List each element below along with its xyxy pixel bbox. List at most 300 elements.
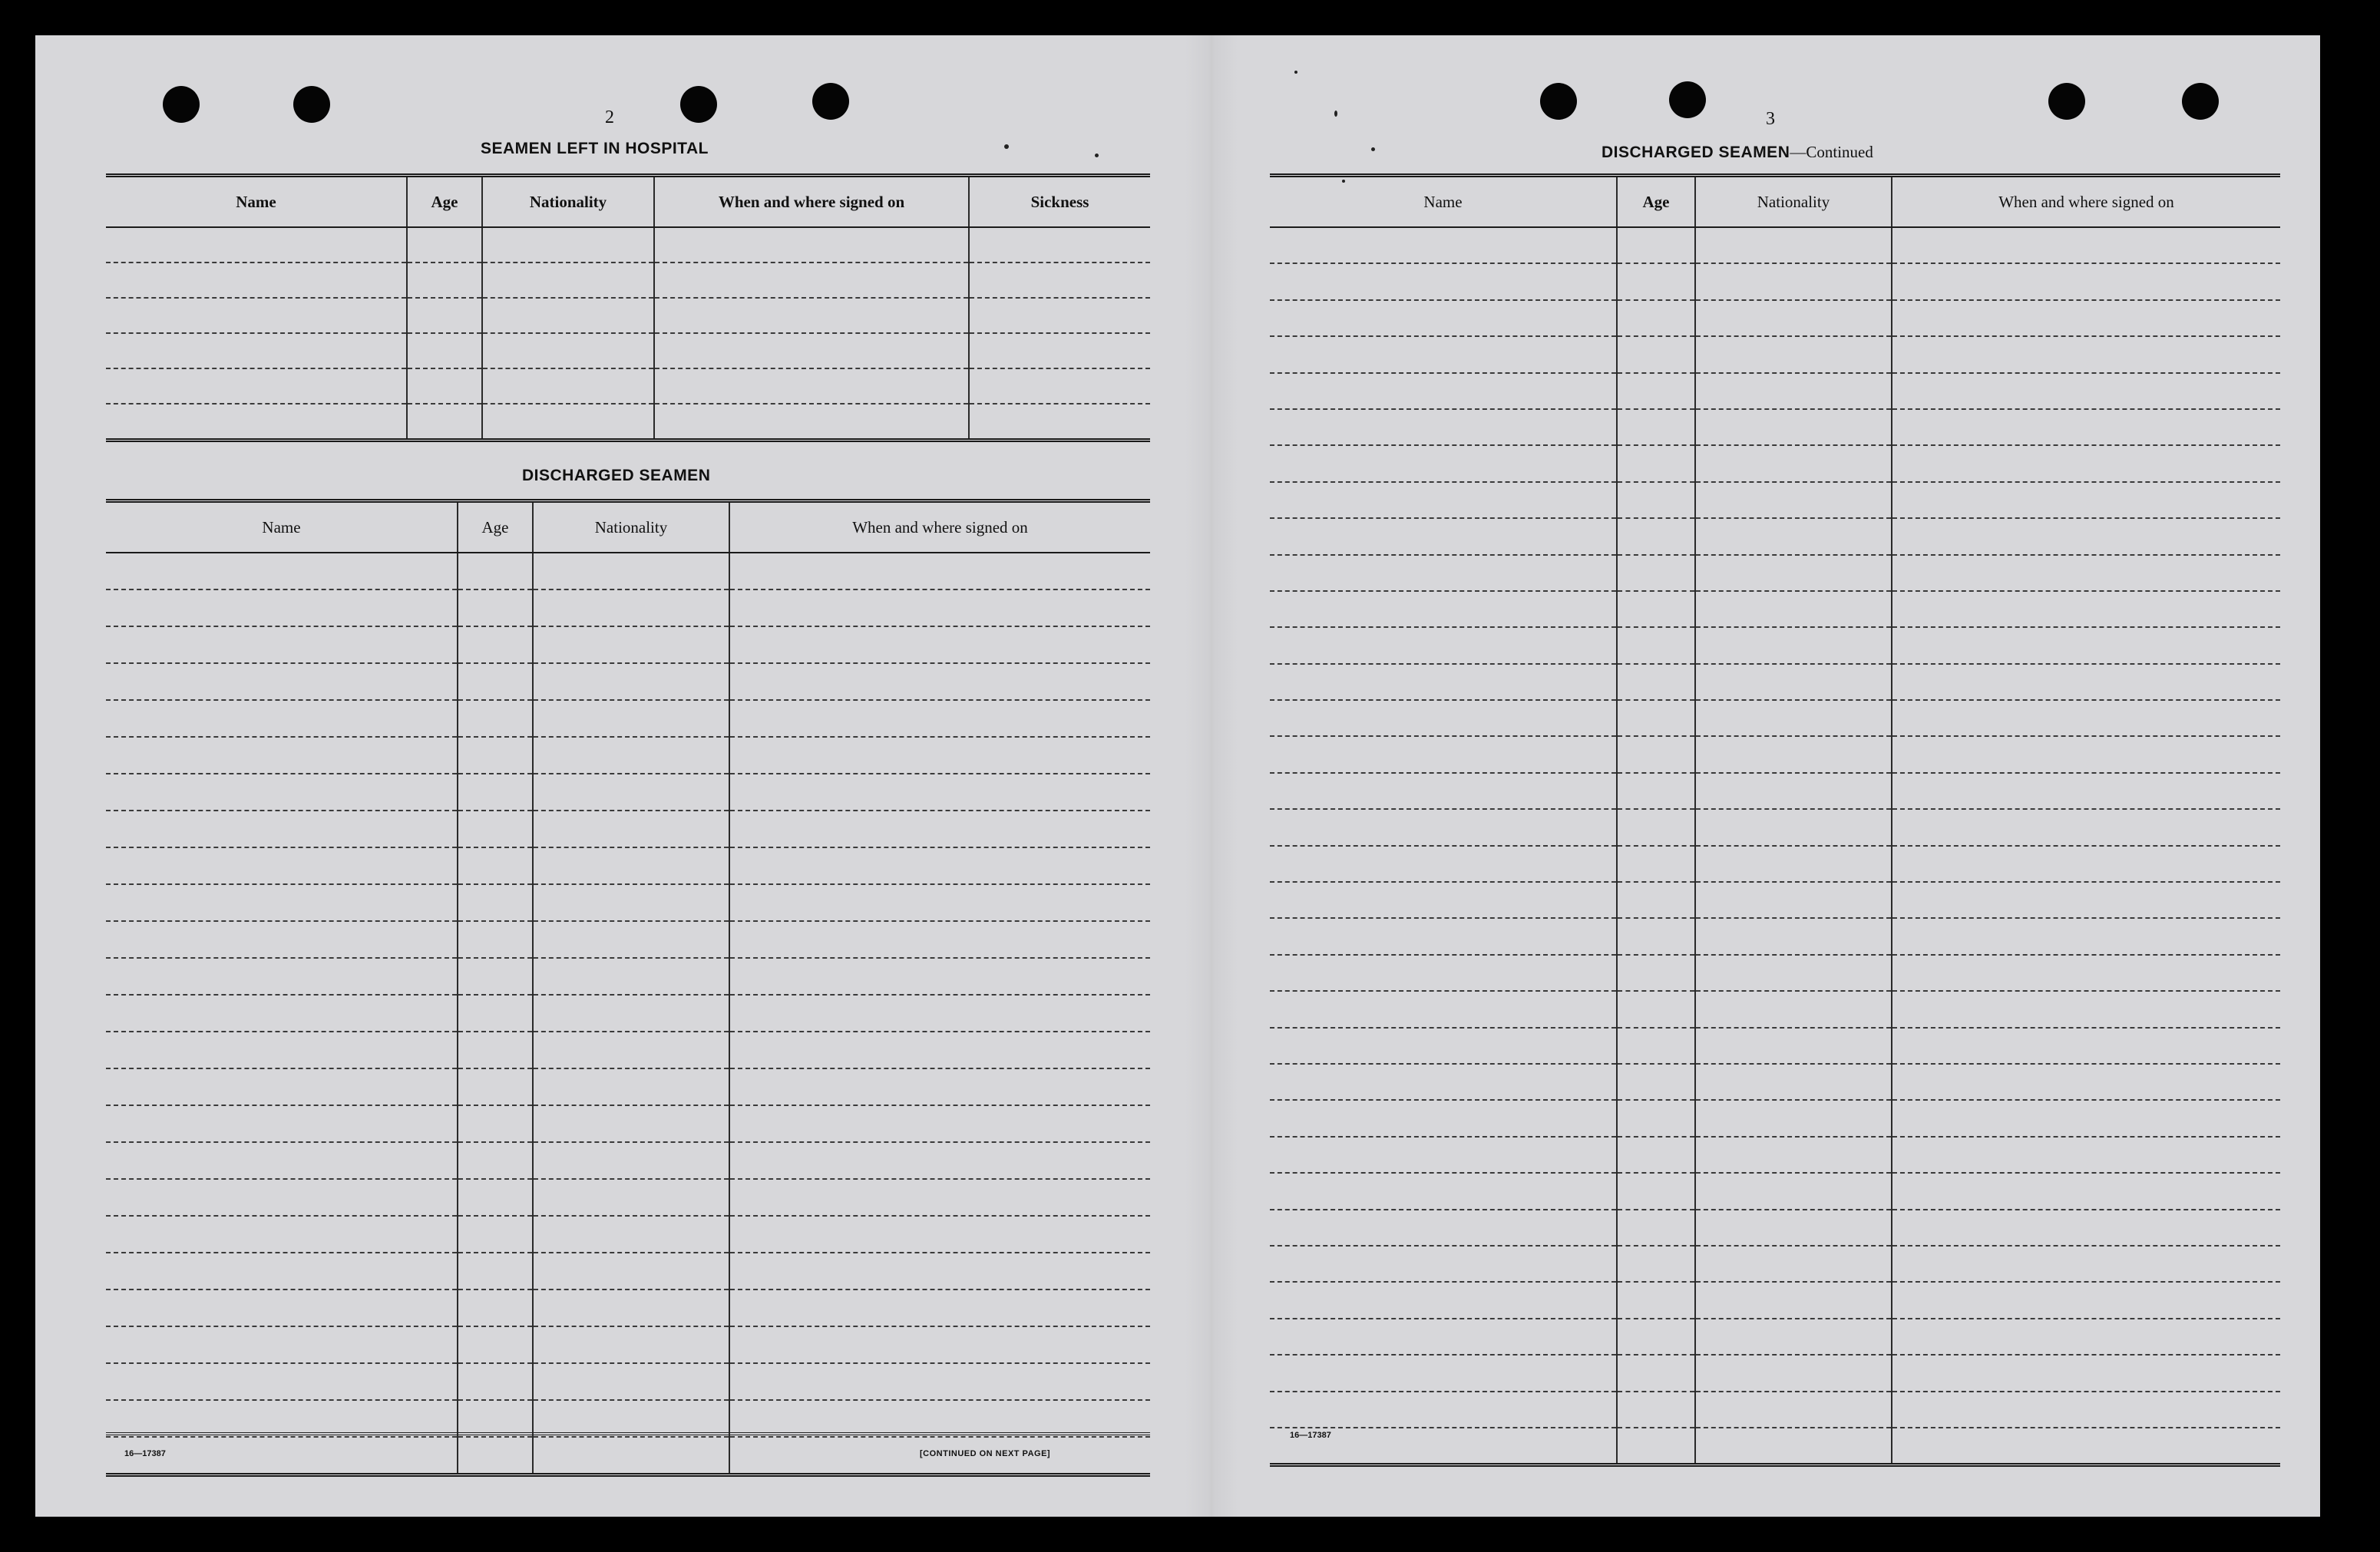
blank-cell[interactable]: [1892, 263, 2280, 299]
blank-cell[interactable]: [1695, 263, 1892, 299]
blank-cell[interactable]: [1270, 336, 1617, 372]
blank-cell[interactable]: [1617, 846, 1695, 882]
blank-cell[interactable]: [106, 737, 458, 774]
blank-cell[interactable]: [1270, 1100, 1617, 1136]
blank-cell[interactable]: [1892, 1173, 2280, 1209]
table-row: [106, 263, 1150, 298]
blank-cell[interactable]: [1892, 918, 2280, 954]
blank-cell[interactable]: [1695, 809, 1892, 845]
blank-cell[interactable]: [1892, 991, 2280, 1027]
blank-cell[interactable]: [1892, 1246, 2280, 1282]
blank-cell[interactable]: [533, 663, 729, 700]
blank-cell[interactable]: [729, 774, 1150, 811]
blank-cell[interactable]: [1695, 664, 1892, 700]
blank-cell[interactable]: [533, 1289, 729, 1326]
blank-cell[interactable]: [1695, 555, 1892, 591]
blank-cell[interactable]: [106, 663, 458, 700]
blank-cell[interactable]: [969, 333, 1150, 368]
blank-cell[interactable]: [654, 298, 969, 333]
blank-cell[interactable]: [1617, 955, 1695, 991]
blank-cell[interactable]: [106, 1253, 458, 1289]
blank-cell[interactable]: [106, 368, 407, 404]
table-row: [1270, 445, 2280, 481]
blank-cell[interactable]: [654, 333, 969, 368]
blank-cell[interactable]: [1695, 1319, 1892, 1355]
blank-cell[interactable]: [458, 1142, 533, 1179]
blank-cell[interactable]: [1617, 809, 1695, 845]
blank-cell[interactable]: [106, 553, 458, 589]
column-header-name: Name: [106, 501, 458, 553]
blank-cell[interactable]: [1617, 664, 1695, 700]
blank-cell[interactable]: [1617, 518, 1695, 554]
blank-cell[interactable]: [1695, 1028, 1892, 1064]
blank-cell[interactable]: [969, 227, 1150, 263]
blank-cell[interactable]: [458, 1105, 533, 1142]
blank-cell[interactable]: [1270, 518, 1617, 554]
blank-cell[interactable]: [1695, 1064, 1892, 1100]
blank-cell[interactable]: [1695, 955, 1892, 991]
blank-cell[interactable]: [1695, 409, 1892, 445]
punch-hole: [2048, 83, 2085, 120]
table-row: [1270, 1100, 2280, 1136]
table-row: [1270, 991, 2280, 1027]
blank-cell[interactable]: [1617, 1064, 1695, 1100]
blank-cell[interactable]: [969, 298, 1150, 333]
blank-cell[interactable]: [729, 1216, 1150, 1253]
blank-cell[interactable]: [729, 553, 1150, 589]
column-header-nationality: Nationality: [533, 501, 729, 553]
blank-cell[interactable]: [1695, 700, 1892, 736]
blank-cell[interactable]: [458, 1326, 533, 1363]
blank-cell[interactable]: [533, 553, 729, 589]
blank-cell[interactable]: [533, 1032, 729, 1068]
blank-cell[interactable]: [1270, 882, 1617, 918]
blank-cell[interactable]: [1617, 1028, 1695, 1064]
blank-cell[interactable]: [106, 700, 458, 737]
blank-cell[interactable]: [1617, 263, 1695, 299]
blank-cell[interactable]: [1695, 518, 1892, 554]
blank-cell[interactable]: [1270, 555, 1617, 591]
blank-cell[interactable]: [407, 368, 482, 404]
blank-cell[interactable]: [106, 1326, 458, 1363]
blank-cell[interactable]: [458, 1253, 533, 1289]
blank-cell[interactable]: [654, 227, 969, 263]
blank-cell[interactable]: [1892, 555, 2280, 591]
table-row: [106, 1068, 1150, 1105]
blank-cell[interactable]: [458, 663, 533, 700]
blank-cell[interactable]: [1695, 991, 1892, 1027]
blank-cell[interactable]: [1617, 1392, 1695, 1428]
blank-cell[interactable]: [1617, 882, 1695, 918]
blank-cell[interactable]: [1617, 300, 1695, 336]
blank-cell[interactable]: [1892, 1100, 2280, 1136]
blank-cell[interactable]: [729, 737, 1150, 774]
blank-cell[interactable]: [1892, 373, 2280, 409]
blank-cell[interactable]: [458, 589, 533, 626]
blank-cell[interactable]: [1892, 1428, 2280, 1465]
blank-cell[interactable]: [533, 1216, 729, 1253]
blank-cell[interactable]: [533, 1437, 729, 1475]
blank-cell[interactable]: [1617, 627, 1695, 663]
blank-cell[interactable]: [1892, 664, 2280, 700]
blank-cell[interactable]: [729, 811, 1150, 847]
blank-cell[interactable]: [106, 921, 458, 958]
blank-cell[interactable]: [482, 227, 654, 263]
blank-cell[interactable]: [458, 847, 533, 884]
blank-cell[interactable]: [533, 1363, 729, 1400]
blank-cell[interactable]: [106, 1363, 458, 1400]
blank-cell[interactable]: [106, 1216, 458, 1253]
table-row: [106, 626, 1150, 663]
blank-cell[interactable]: [458, 626, 533, 663]
blank-cell[interactable]: [1270, 1028, 1617, 1064]
blank-cell[interactable]: [1892, 336, 2280, 372]
blank-cell[interactable]: [482, 368, 654, 404]
blank-cell[interactable]: [482, 333, 654, 368]
blank-cell[interactable]: [407, 263, 482, 298]
blank-cell[interactable]: [729, 1142, 1150, 1179]
blank-cell[interactable]: [729, 1068, 1150, 1105]
blank-cell[interactable]: [1270, 1064, 1617, 1100]
blank-cell[interactable]: [458, 1032, 533, 1068]
blank-cell[interactable]: [533, 995, 729, 1032]
blank-cell[interactable]: [106, 1400, 458, 1437]
blank-cell[interactable]: [106, 1105, 458, 1142]
blank-cell[interactable]: [482, 263, 654, 298]
blank-cell[interactable]: [533, 811, 729, 847]
blank-cell[interactable]: [106, 626, 458, 663]
blank-cell[interactable]: [1695, 1282, 1892, 1318]
blank-cell[interactable]: [1617, 1355, 1695, 1391]
blank-cell[interactable]: [1617, 736, 1695, 772]
blank-cell[interactable]: [729, 921, 1150, 958]
blank-cell[interactable]: [1617, 991, 1695, 1027]
blank-cell[interactable]: [533, 921, 729, 958]
blank-cell[interactable]: [1617, 373, 1695, 409]
blank-cell[interactable]: [458, 700, 533, 737]
blank-cell[interactable]: [729, 958, 1150, 995]
blank-cell[interactable]: [106, 774, 458, 811]
blank-cell[interactable]: [1270, 227, 1617, 263]
blank-cell[interactable]: [654, 404, 969, 441]
blank-cell[interactable]: [1892, 591, 2280, 627]
blank-cell[interactable]: [969, 368, 1150, 404]
blank-cell[interactable]: [1270, 991, 1617, 1027]
table-row: [106, 404, 1150, 441]
blank-cell[interactable]: [1617, 1282, 1695, 1318]
blank-cell[interactable]: [407, 298, 482, 333]
column-header-sickness: Sickness: [969, 176, 1150, 228]
blank-cell[interactable]: [407, 227, 482, 263]
blank-cell[interactable]: [1270, 591, 1617, 627]
blank-cell[interactable]: [969, 263, 1150, 298]
blank-cell[interactable]: [106, 298, 407, 333]
blank-cell[interactable]: [533, 958, 729, 995]
blank-cell[interactable]: [1617, 773, 1695, 809]
blank-cell[interactable]: [1695, 1210, 1892, 1246]
blank-cell[interactable]: [1695, 482, 1892, 518]
blank-cell[interactable]: [1270, 809, 1617, 845]
blank-cell[interactable]: [1695, 1173, 1892, 1209]
blank-cell[interactable]: [533, 1253, 729, 1289]
blank-cell[interactable]: [106, 958, 458, 995]
blank-cell[interactable]: [729, 663, 1150, 700]
blank-cell[interactable]: [458, 1400, 533, 1437]
blank-cell[interactable]: [729, 1363, 1150, 1400]
blank-cell[interactable]: [1695, 591, 1892, 627]
blank-cell[interactable]: [729, 995, 1150, 1032]
blank-cell[interactable]: [106, 884, 458, 921]
blank-cell[interactable]: [1270, 1210, 1617, 1246]
blank-cell[interactable]: [969, 404, 1150, 441]
blank-cell[interactable]: [1892, 627, 2280, 663]
blank-cell[interactable]: [533, 774, 729, 811]
blank-cell[interactable]: [1270, 1355, 1617, 1391]
table-row: [106, 333, 1150, 368]
column-header-signed-on: When and where signed on: [1892, 176, 2280, 228]
blank-cell[interactable]: [106, 847, 458, 884]
blank-cell[interactable]: [533, 737, 729, 774]
blank-cell[interactable]: [106, 995, 458, 1032]
blank-cell[interactable]: [1270, 664, 1617, 700]
blank-cell[interactable]: [1695, 846, 1892, 882]
form-number: 16—17387: [124, 1449, 166, 1458]
blank-cell[interactable]: [1695, 1355, 1892, 1391]
dust-speck: [1371, 147, 1375, 151]
blank-cell[interactable]: [1892, 700, 2280, 736]
blank-cell[interactable]: [729, 700, 1150, 737]
blank-cell[interactable]: [1617, 918, 1695, 954]
blank-cell[interactable]: [1617, 445, 1695, 481]
blank-cell[interactable]: [1892, 300, 2280, 336]
table-row: [1270, 1064, 2280, 1100]
blank-cell[interactable]: [1270, 955, 1617, 991]
table-row: [106, 921, 1150, 958]
blank-cell[interactable]: [1270, 1282, 1617, 1318]
blank-cell[interactable]: [407, 404, 482, 441]
blank-cell[interactable]: [1695, 227, 1892, 263]
blank-cell[interactable]: [1617, 1137, 1695, 1173]
blank-cell[interactable]: [1270, 409, 1617, 445]
blank-cell[interactable]: [1270, 846, 1617, 882]
blank-cell[interactable]: [1892, 1028, 2280, 1064]
blank-cell[interactable]: [458, 811, 533, 847]
blank-cell[interactable]: [1892, 1210, 2280, 1246]
blank-cell[interactable]: [729, 1400, 1150, 1437]
table-row: [106, 700, 1150, 737]
blank-cell[interactable]: [533, 1105, 729, 1142]
blank-cell[interactable]: [1270, 1319, 1617, 1355]
blank-cell[interactable]: [729, 1289, 1150, 1326]
blank-cell[interactable]: [654, 368, 969, 404]
blank-cell[interactable]: [1270, 918, 1617, 954]
blank-cell[interactable]: [458, 1289, 533, 1326]
blank-cell[interactable]: [1617, 482, 1695, 518]
blank-cell[interactable]: [1892, 227, 2280, 263]
blank-cell[interactable]: [1695, 300, 1892, 336]
blank-cell[interactable]: [1270, 300, 1617, 336]
blank-cell[interactable]: [106, 1068, 458, 1105]
blank-cell[interactable]: [1892, 1392, 2280, 1428]
blank-cell[interactable]: [1892, 518, 2280, 554]
blank-cell[interactable]: [458, 737, 533, 774]
blank-cell[interactable]: [407, 333, 482, 368]
blank-cell[interactable]: [1270, 1137, 1617, 1173]
blank-cell[interactable]: [482, 298, 654, 333]
blank-cell[interactable]: [106, 227, 407, 263]
blank-cell[interactable]: [106, 263, 407, 298]
blank-cell[interactable]: [458, 1068, 533, 1105]
blank-cell[interactable]: [533, 626, 729, 663]
blank-cell[interactable]: [729, 884, 1150, 921]
blank-cell[interactable]: [1695, 1428, 1892, 1465]
table-row: [1270, 1319, 2280, 1355]
blank-cell[interactable]: [1270, 773, 1617, 809]
blank-cell[interactable]: [458, 553, 533, 589]
blank-cell[interactable]: [1892, 1064, 2280, 1100]
table-row: [1270, 1392, 2280, 1428]
table-row: [106, 1179, 1150, 1216]
blank-cell[interactable]: [1892, 409, 2280, 445]
blank-cell[interactable]: [729, 1179, 1150, 1216]
blank-cell[interactable]: [729, 1105, 1150, 1142]
blank-cell[interactable]: [1695, 627, 1892, 663]
blank-cell[interactable]: [1695, 1392, 1892, 1428]
blank-cell[interactable]: [729, 1253, 1150, 1289]
blank-cell[interactable]: [1892, 1282, 2280, 1318]
blank-cell[interactable]: [1695, 773, 1892, 809]
blank-cell[interactable]: [1270, 736, 1617, 772]
blank-cell[interactable]: [729, 589, 1150, 626]
blank-cell[interactable]: [1270, 1246, 1617, 1282]
table-row: [1270, 518, 2280, 554]
blank-cell[interactable]: [1892, 736, 2280, 772]
blank-cell[interactable]: [533, 847, 729, 884]
blank-cell[interactable]: [1695, 336, 1892, 372]
table-row: [106, 1363, 1150, 1400]
blank-cell[interactable]: [1617, 555, 1695, 591]
blank-cell[interactable]: [1270, 482, 1617, 518]
blank-cell[interactable]: [1270, 445, 1617, 481]
blank-cell[interactable]: [1270, 700, 1617, 736]
blank-cell[interactable]: [729, 626, 1150, 663]
dust-speck: [1334, 111, 1337, 117]
blank-cell[interactable]: [1617, 591, 1695, 627]
hospital-section-title: SEAMEN LEFT IN HOSPITAL: [481, 140, 709, 157]
blank-cell[interactable]: [482, 404, 654, 441]
blank-cell[interactable]: [1892, 1319, 2280, 1355]
blank-cell[interactable]: [654, 263, 969, 298]
blank-cell[interactable]: [1617, 1319, 1695, 1355]
blank-cell[interactable]: [458, 1216, 533, 1253]
blank-cell[interactable]: [1892, 955, 2280, 991]
blank-cell[interactable]: [458, 884, 533, 921]
blank-cell[interactable]: [533, 1142, 729, 1179]
column-header-nationality: Nationality: [482, 176, 654, 228]
blank-cell[interactable]: [106, 1032, 458, 1068]
blank-cell[interactable]: [729, 1032, 1150, 1068]
table-row: [1270, 809, 2280, 845]
blank-cell[interactable]: [1892, 1355, 2280, 1391]
blank-cell[interactable]: [1695, 1137, 1892, 1173]
blank-cell[interactable]: [1695, 373, 1892, 409]
blank-cell[interactable]: [1892, 1137, 2280, 1173]
blank-cell[interactable]: [1695, 1100, 1892, 1136]
blank-cell[interactable]: [1270, 627, 1617, 663]
section-title-continued: —Continued: [1790, 143, 1873, 161]
blank-cell[interactable]: [533, 700, 729, 737]
blank-cell[interactable]: [1617, 409, 1695, 445]
blank-cell[interactable]: [458, 774, 533, 811]
blank-cell[interactable]: [1892, 809, 2280, 845]
blank-cell[interactable]: [458, 921, 533, 958]
blank-cell[interactable]: [533, 884, 729, 921]
blank-cell[interactable]: [1892, 482, 2280, 518]
blank-cell[interactable]: [1617, 336, 1695, 372]
blank-cell[interactable]: [729, 847, 1150, 884]
blank-cell[interactable]: [458, 995, 533, 1032]
blank-cell[interactable]: [533, 1179, 729, 1216]
blank-cell[interactable]: [533, 1400, 729, 1437]
blank-cell[interactable]: [1617, 1100, 1695, 1136]
blank-cell[interactable]: [458, 958, 533, 995]
blank-cell[interactable]: [1617, 1246, 1695, 1282]
blank-cell[interactable]: [458, 1179, 533, 1216]
table-row: [106, 1105, 1150, 1142]
blank-cell[interactable]: [1892, 773, 2280, 809]
blank-cell[interactable]: [1617, 1173, 1695, 1209]
blank-cell[interactable]: [1695, 1246, 1892, 1282]
blank-cell[interactable]: [1892, 445, 2280, 481]
blank-cell[interactable]: [1617, 700, 1695, 736]
table-row: [106, 368, 1150, 404]
blank-cell[interactable]: [533, 1326, 729, 1363]
table-row: [1270, 664, 2280, 700]
blank-cell[interactable]: [1270, 373, 1617, 409]
blank-cell[interactable]: [106, 333, 407, 368]
table-row: [1270, 482, 2280, 518]
blank-cell[interactable]: [1270, 1173, 1617, 1209]
page-number: 3: [1766, 109, 1775, 129]
blank-cell[interactable]: [1270, 1392, 1617, 1428]
blank-cell[interactable]: [106, 1179, 458, 1216]
table-row: [106, 1032, 1150, 1068]
blank-cell[interactable]: [1892, 882, 2280, 918]
blank-cell[interactable]: [1617, 227, 1695, 263]
blank-cell[interactable]: [1695, 445, 1892, 481]
blank-cell[interactable]: [106, 404, 407, 441]
table-row: [106, 1142, 1150, 1179]
blank-cell[interactable]: [106, 1289, 458, 1326]
blank-cell[interactable]: [533, 1068, 729, 1105]
blank-cell[interactable]: [533, 589, 729, 626]
blank-cell[interactable]: [729, 1326, 1150, 1363]
blank-cell[interactable]: [1617, 1210, 1695, 1246]
blank-cell[interactable]: [458, 1437, 533, 1475]
blank-cell[interactable]: [458, 1363, 533, 1400]
column-header-name: Name: [106, 176, 407, 228]
blank-cell[interactable]: [106, 811, 458, 847]
blank-cell[interactable]: [1270, 263, 1617, 299]
blank-cell[interactable]: [1695, 736, 1892, 772]
blank-cell[interactable]: [1892, 846, 2280, 882]
blank-cell[interactable]: [1695, 918, 1892, 954]
blank-cell[interactable]: [1695, 882, 1892, 918]
blank-cell[interactable]: [106, 589, 458, 626]
blank-cell[interactable]: [106, 1142, 458, 1179]
discharged-continued-table: [1270, 173, 2280, 1467]
blank-cell[interactable]: [1617, 1428, 1695, 1465]
